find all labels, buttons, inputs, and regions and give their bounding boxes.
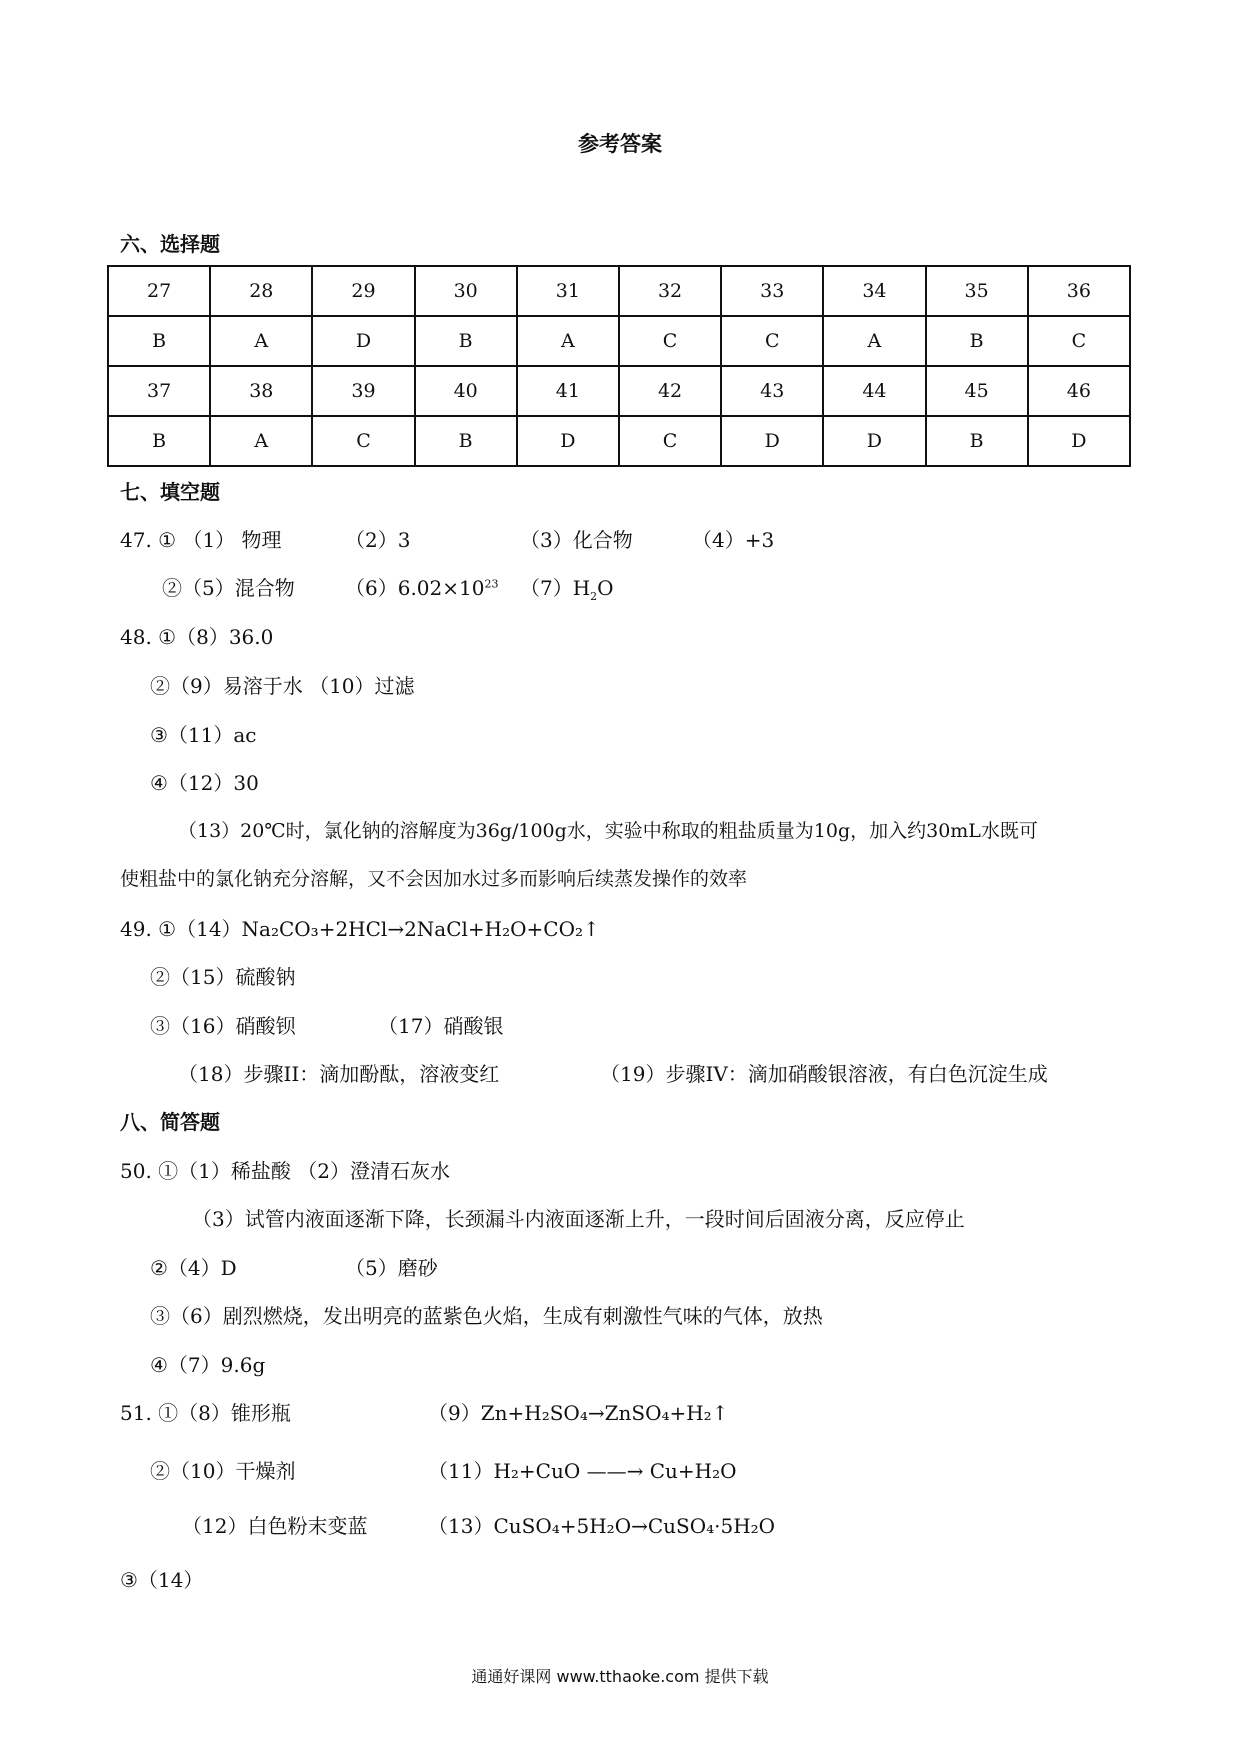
table-cell: B — [415, 416, 517, 466]
table-cell: B — [926, 416, 1028, 466]
answer-text: （19）步骤IV：滴加硝酸银溶液，有白色沉淀生成 — [600, 1062, 1048, 1086]
table-cell: C — [312, 416, 414, 466]
answer-text: （2）3 — [345, 528, 411, 552]
table-row — [108, 366, 1130, 416]
table-row — [108, 266, 1130, 316]
table-cell: C — [619, 316, 721, 366]
answer-text: （6）6.02×10 — [345, 576, 485, 600]
table-cell: B — [108, 416, 210, 466]
page-footer: 通通好课网 www.tthaoke.com 提供下载 — [471, 1667, 769, 1686]
table-cell: 32 — [619, 266, 721, 316]
table-cell: 43 — [721, 366, 823, 416]
answer-text: （9）Zn+H₂SO₄→ZnSO₄+H₂↑ — [428, 1401, 729, 1425]
table-cell: 34 — [823, 266, 925, 316]
answer-text: ③（14） — [120, 1568, 204, 1592]
table-cell: A — [210, 316, 312, 366]
table-cell: 44 — [823, 366, 925, 416]
q47-number: 47. ① — [120, 528, 177, 552]
answer-text: ③（11）ac — [150, 723, 257, 747]
table-cell: A — [823, 316, 925, 366]
answer-text: O — [597, 576, 614, 600]
table-cell: 41 — [517, 366, 619, 416]
table-cell: 38 — [210, 366, 312, 416]
superscript: 23 — [484, 577, 499, 591]
table-cell: D — [517, 416, 619, 466]
q47-line1 — [120, 524, 282, 553]
answer-text: （3）试管内液面逐渐下降，长颈漏斗内液面逐渐上升，一段时间后固液分离，反应停止 — [192, 1207, 965, 1231]
answer-text: 50. ①（1）稀盐酸 （2）澄清石灰水 — [120, 1159, 450, 1183]
answer-text: ②（4）D — [150, 1256, 237, 1280]
answer-text: （12）白色粉末变蓝 — [182, 1514, 368, 1538]
section-fill-heading: 七、填空题 — [120, 480, 220, 504]
table-cell: 28 — [210, 266, 312, 316]
section-choice-heading: 六、选择题 — [120, 232, 220, 256]
answer-text: ④（7）9.6g — [150, 1353, 266, 1377]
answer-text: ③（6）剧烈燃烧，发出明亮的蓝紫色火焰，生成有刺激性气味的气体，放热 — [150, 1304, 823, 1328]
q47-water — [520, 572, 614, 603]
table-cell: 29 — [312, 266, 414, 316]
table-cell: C — [721, 316, 823, 366]
answer-table — [107, 265, 1131, 467]
table-cell: C — [619, 416, 721, 466]
answer-text: ②（10）干燥剂 — [150, 1459, 296, 1483]
table-cell: 42 — [619, 366, 721, 416]
table-cell: D — [1028, 416, 1130, 466]
answer-text: 48. ①（8）36.0 — [120, 625, 274, 649]
answer-text: ③（16）硝酸钡 — [150, 1014, 296, 1038]
table-cell: 31 — [517, 266, 619, 316]
answer-text: （4）+3 — [692, 528, 775, 552]
answer-text: （18）步骤II：滴加酚酞，溶液变红 — [178, 1062, 500, 1086]
table-cell: A — [210, 416, 312, 466]
answer-text: 49. ①（14）Na₂CO₃+2HCl→2NaCl+H₂O+CO₂↑ — [120, 917, 600, 941]
answer-text: （11）H₂+CuO ——→ Cu+H₂O — [428, 1459, 737, 1483]
subscript: 2 — [590, 590, 598, 603]
answer-text: ②（9）易溶于水 （10）过滤 — [150, 674, 415, 698]
table-row — [108, 416, 1130, 466]
q47-avogadro — [345, 572, 498, 601]
answer-text: （17）硝酸银 — [378, 1014, 504, 1038]
table-cell: 39 — [312, 366, 414, 416]
table-cell: 36 — [1028, 266, 1130, 316]
table-cell: 33 — [721, 266, 823, 316]
answer-text: ②（15）硫酸钠 — [150, 965, 296, 989]
page-title: 参考答案 — [578, 132, 662, 156]
answer-text: ②（5）混合物 — [162, 576, 295, 600]
table-cell: D — [823, 416, 925, 466]
table-cell: D — [312, 316, 414, 366]
table-cell: 46 — [1028, 366, 1130, 416]
section-short-answer-heading: 八、简答题 — [120, 1110, 220, 1134]
table-cell: A — [517, 316, 619, 366]
table-cell: 45 — [926, 366, 1028, 416]
table-cell: 35 — [926, 266, 1028, 316]
answer-text: （3）化合物 — [520, 528, 633, 552]
table-cell: B — [415, 316, 517, 366]
table-row — [108, 316, 1130, 366]
answer-text: （5）磨砂 — [345, 1256, 438, 1280]
table-cell: B — [108, 316, 210, 366]
table-cell: 37 — [108, 366, 210, 416]
answer-text: （1） 物理 — [182, 528, 282, 552]
table-cell: C — [1028, 316, 1130, 366]
table-cell: 40 — [415, 366, 517, 416]
answer-text: 51. ①（8）锥形瓶 — [120, 1401, 291, 1425]
table-cell: 30 — [415, 266, 517, 316]
answer-text: 使粗盐中的氯化钠充分溶解，又不会因加水过多而影响后续蒸发操作的效率 — [120, 868, 748, 890]
answer-text: （13）CuSO₄+5H₂O→CuSO₄·5H₂O — [428, 1514, 776, 1538]
table-cell: 27 — [108, 266, 210, 316]
answer-text: ④（12）30 — [150, 771, 259, 795]
table-cell: D — [721, 416, 823, 466]
answer-text: （13）20℃时，氯化钠的溶解度为36g/100g水，实验中称取的粗盐质量为10g，加入约30mL水既可 — [178, 820, 1038, 842]
answer-text: （7）H — [520, 576, 591, 600]
table-cell: B — [926, 316, 1028, 366]
